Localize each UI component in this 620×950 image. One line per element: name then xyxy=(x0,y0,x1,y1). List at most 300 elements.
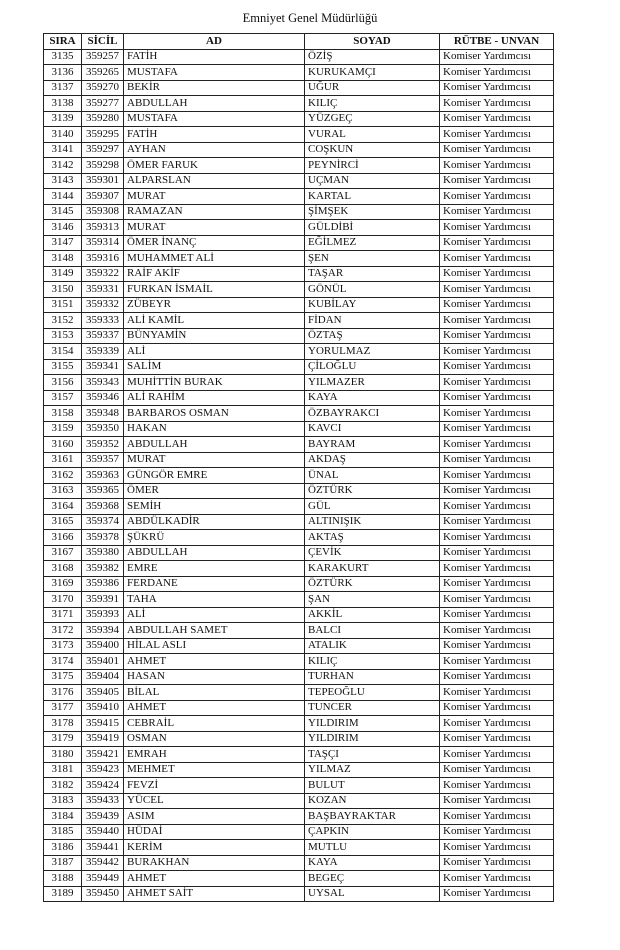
cell-rutbe-unvan: Komiser Yardımcısı xyxy=(440,189,554,205)
cell-ad: BARBAROS OSMAN xyxy=(124,406,305,422)
cell-soyad: ŞİMŞEK xyxy=(305,204,440,220)
cell-rutbe-unvan: Komiser Yardımcısı xyxy=(440,561,554,577)
cell-sira: 3178 xyxy=(44,716,82,732)
table-row xyxy=(44,731,554,747)
table-row xyxy=(44,158,554,174)
table-row xyxy=(44,669,554,685)
cell-sicil: 359314 xyxy=(82,235,124,251)
cell-soyad: COŞKUN xyxy=(305,142,440,158)
cell-sira: 3153 xyxy=(44,328,82,344)
cell-soyad: TAŞAR xyxy=(305,266,440,282)
cell-sira: 3185 xyxy=(44,824,82,840)
cell-rutbe-unvan: Komiser Yardımcısı xyxy=(440,762,554,778)
table-row xyxy=(44,235,554,251)
cell-ad: MUHAMMET ALİ xyxy=(124,251,305,267)
cell-rutbe-unvan: Komiser Yardımcısı xyxy=(440,809,554,825)
table-row xyxy=(44,499,554,515)
cell-soyad: ALTINIŞIK xyxy=(305,514,440,530)
cell-soyad: ÖZTÜRK xyxy=(305,483,440,499)
cell-sicil: 359391 xyxy=(82,592,124,608)
cell-sicil: 359450 xyxy=(82,886,124,902)
cell-ad: OSMAN xyxy=(124,731,305,747)
cell-sira: 3174 xyxy=(44,654,82,670)
table-row xyxy=(44,468,554,484)
cell-sicil: 359277 xyxy=(82,96,124,112)
table-row xyxy=(44,607,554,623)
table-row xyxy=(44,189,554,205)
cell-sicil: 359346 xyxy=(82,390,124,406)
table-row xyxy=(44,824,554,840)
cell-soyad: YILDIRIM xyxy=(305,731,440,747)
table-row xyxy=(44,793,554,809)
cell-sira: 3149 xyxy=(44,266,82,282)
cell-rutbe-unvan: Komiser Yardımcısı xyxy=(440,592,554,608)
cell-ad: HÜDAİ xyxy=(124,824,305,840)
cell-ad: EMRAH xyxy=(124,747,305,763)
cell-sicil: 359301 xyxy=(82,173,124,189)
cell-rutbe-unvan: Komiser Yardımcısı xyxy=(440,840,554,856)
cell-soyad: ÖZBAYRAKCI xyxy=(305,406,440,422)
cell-sira: 3170 xyxy=(44,592,82,608)
cell-rutbe-unvan: Komiser Yardımcısı xyxy=(440,344,554,360)
cell-ad: ÖMER FARUK xyxy=(124,158,305,174)
page-title: Emniyet Genel Müdürlüğü xyxy=(242,11,378,25)
cell-rutbe-unvan: Komiser Yardımcısı xyxy=(440,390,554,406)
column-header-ad: AD xyxy=(124,34,305,50)
cell-sicil: 359401 xyxy=(82,654,124,670)
cell-rutbe-unvan: Komiser Yardımcısı xyxy=(440,96,554,112)
cell-sicil: 359382 xyxy=(82,561,124,577)
table-row xyxy=(44,886,554,902)
cell-rutbe-unvan: Komiser Yardımcısı xyxy=(440,731,554,747)
cell-soyad: BAYRAM xyxy=(305,437,440,453)
table-row xyxy=(44,96,554,112)
cell-sira: 3189 xyxy=(44,886,82,902)
cell-sicil: 359423 xyxy=(82,762,124,778)
cell-soyad: TUNCER xyxy=(305,700,440,716)
table-row xyxy=(44,514,554,530)
cell-sicil: 359295 xyxy=(82,127,124,143)
cell-rutbe-unvan: Komiser Yardımcısı xyxy=(440,49,554,65)
table-row xyxy=(44,328,554,344)
cell-rutbe-unvan: Komiser Yardımcısı xyxy=(440,111,554,127)
cell-sicil: 359357 xyxy=(82,452,124,468)
table-row xyxy=(44,483,554,499)
cell-ad: HASAN xyxy=(124,669,305,685)
table-row xyxy=(44,747,554,763)
cell-sicil: 359298 xyxy=(82,158,124,174)
cell-sicil: 359257 xyxy=(82,49,124,65)
cell-soyad: YORULMAZ xyxy=(305,344,440,360)
cell-rutbe-unvan: Komiser Yardımcısı xyxy=(440,530,554,546)
cell-sira: 3142 xyxy=(44,158,82,174)
cell-rutbe-unvan: Komiser Yardımcısı xyxy=(440,871,554,887)
table-row xyxy=(44,840,554,856)
cell-rutbe-unvan: Komiser Yardımcısı xyxy=(440,514,554,530)
cell-sira: 3173 xyxy=(44,638,82,654)
cell-soyad: ÇİLOĞLU xyxy=(305,359,440,375)
column-header-sira: SIRA xyxy=(44,34,82,50)
cell-sicil: 359410 xyxy=(82,700,124,716)
table-row xyxy=(44,871,554,887)
cell-ad: AHMET SAİT xyxy=(124,886,305,902)
cell-soyad: GÜLDİBİ xyxy=(305,220,440,236)
cell-rutbe-unvan: Komiser Yardımcısı xyxy=(440,824,554,840)
cell-ad: ABDULLAH xyxy=(124,545,305,561)
cell-sicil: 359297 xyxy=(82,142,124,158)
cell-soyad: AKTAŞ xyxy=(305,530,440,546)
cell-rutbe-unvan: Komiser Yardımcısı xyxy=(440,545,554,561)
table-row xyxy=(44,530,554,546)
cell-rutbe-unvan: Komiser Yardımcısı xyxy=(440,855,554,871)
cell-soyad: FİDAN xyxy=(305,313,440,329)
cell-soyad: ÖZİŞ xyxy=(305,49,440,65)
cell-sira: 3146 xyxy=(44,220,82,236)
cell-sicil: 359343 xyxy=(82,375,124,391)
cell-sicil: 359265 xyxy=(82,65,124,81)
cell-sicil: 359404 xyxy=(82,669,124,685)
cell-soyad: TEPEOĞLU xyxy=(305,685,440,701)
cell-rutbe-unvan: Komiser Yardımcısı xyxy=(440,297,554,313)
cell-ad: HAKAN xyxy=(124,421,305,437)
cell-soyad: TURHAN xyxy=(305,669,440,685)
cell-ad: RAİF AKİF xyxy=(124,266,305,282)
cell-rutbe-unvan: Komiser Yardımcısı xyxy=(440,421,554,437)
table-row xyxy=(44,80,554,96)
table-row xyxy=(44,654,554,670)
cell-ad: MURAT xyxy=(124,220,305,236)
cell-sira: 3179 xyxy=(44,731,82,747)
cell-ad: YÜCEL xyxy=(124,793,305,809)
cell-sira: 3147 xyxy=(44,235,82,251)
cell-rutbe-unvan: Komiser Yardımcısı xyxy=(440,638,554,654)
table-row xyxy=(44,638,554,654)
table-row xyxy=(44,204,554,220)
cell-ad: MEHMET xyxy=(124,762,305,778)
cell-sira: 3184 xyxy=(44,809,82,825)
cell-rutbe-unvan: Komiser Yardımcısı xyxy=(440,576,554,592)
cell-sicil: 359332 xyxy=(82,297,124,313)
cell-sicil: 359424 xyxy=(82,778,124,794)
cell-sicil: 359380 xyxy=(82,545,124,561)
table-row xyxy=(44,375,554,391)
table-row xyxy=(44,266,554,282)
table-row xyxy=(44,127,554,143)
cell-rutbe-unvan: Komiser Yardımcısı xyxy=(440,747,554,763)
cell-sira: 3186 xyxy=(44,840,82,856)
cell-rutbe-unvan: Komiser Yardımcısı xyxy=(440,468,554,484)
cell-ad: AHMET xyxy=(124,871,305,887)
cell-ad: ZÜBEYR xyxy=(124,297,305,313)
cell-rutbe-unvan: Komiser Yardımcısı xyxy=(440,499,554,515)
table-row xyxy=(44,778,554,794)
cell-sicil: 359313 xyxy=(82,220,124,236)
personnel-table xyxy=(43,33,554,902)
cell-rutbe-unvan: Komiser Yardımcısı xyxy=(440,623,554,639)
cell-soyad: BAŞBAYRAKTAR xyxy=(305,809,440,825)
cell-rutbe-unvan: Komiser Yardımcısı xyxy=(440,127,554,143)
cell-rutbe-unvan: Komiser Yardımcısı xyxy=(440,700,554,716)
cell-soyad: KUBİLAY xyxy=(305,297,440,313)
cell-sira: 3181 xyxy=(44,762,82,778)
cell-rutbe-unvan: Komiser Yardımcısı xyxy=(440,778,554,794)
column-header-sicil: SİCİL xyxy=(82,34,124,50)
cell-soyad: YILMAZER xyxy=(305,375,440,391)
cell-ad: ABDULLAH xyxy=(124,96,305,112)
cell-sicil: 359363 xyxy=(82,468,124,484)
cell-ad: RAMAZAN xyxy=(124,204,305,220)
cell-sicil: 359440 xyxy=(82,824,124,840)
cell-soyad: KOZAN xyxy=(305,793,440,809)
cell-sira: 3155 xyxy=(44,359,82,375)
cell-ad: MURAT xyxy=(124,452,305,468)
cell-soyad: ATALIK xyxy=(305,638,440,654)
cell-ad: FURKAN İSMAİL xyxy=(124,282,305,298)
cell-rutbe-unvan: Komiser Yardımcısı xyxy=(440,437,554,453)
cell-soyad: ÜNAL xyxy=(305,468,440,484)
cell-sicil: 359449 xyxy=(82,871,124,887)
cell-sira: 3188 xyxy=(44,871,82,887)
cell-rutbe-unvan: Komiser Yardımcısı xyxy=(440,654,554,670)
cell-rutbe-unvan: Komiser Yardımcısı xyxy=(440,685,554,701)
cell-soyad: TAŞÇI xyxy=(305,747,440,763)
cell-ad: MUSTAFA xyxy=(124,65,305,81)
cell-sira: 3144 xyxy=(44,189,82,205)
cell-soyad: BULUT xyxy=(305,778,440,794)
cell-rutbe-unvan: Komiser Yardımcısı xyxy=(440,313,554,329)
cell-ad: FATİH xyxy=(124,49,305,65)
cell-sira: 3135 xyxy=(44,49,82,65)
cell-sicil: 359280 xyxy=(82,111,124,127)
cell-ad: ÖMER xyxy=(124,483,305,499)
cell-soyad: KAVCI xyxy=(305,421,440,437)
cell-rutbe-unvan: Komiser Yardımcısı xyxy=(440,406,554,422)
cell-ad: SALİM xyxy=(124,359,305,375)
cell-sira: 3140 xyxy=(44,127,82,143)
cell-sira: 3150 xyxy=(44,282,82,298)
cell-ad: FERDANE xyxy=(124,576,305,592)
cell-ad: ABDULLAH xyxy=(124,437,305,453)
cell-sicil: 359337 xyxy=(82,328,124,344)
table-row xyxy=(44,452,554,468)
cell-soyad: AKDAŞ xyxy=(305,452,440,468)
cell-sicil: 359368 xyxy=(82,499,124,515)
cell-sira: 3139 xyxy=(44,111,82,127)
cell-rutbe-unvan: Komiser Yardımcısı xyxy=(440,220,554,236)
cell-soyad: KAYA xyxy=(305,855,440,871)
cell-sira: 3169 xyxy=(44,576,82,592)
cell-soyad: PEYNİRCİ xyxy=(305,158,440,174)
cell-sicil: 359341 xyxy=(82,359,124,375)
cell-sira: 3154 xyxy=(44,344,82,360)
cell-sira: 3136 xyxy=(44,65,82,81)
cell-sicil: 359322 xyxy=(82,266,124,282)
cell-sira: 3157 xyxy=(44,390,82,406)
table-row xyxy=(44,685,554,701)
table-row xyxy=(44,282,554,298)
cell-soyad: YILDIRIM xyxy=(305,716,440,732)
cell-sira: 3162 xyxy=(44,468,82,484)
cell-ad: KERİM xyxy=(124,840,305,856)
cell-ad: BÜNYAMİN xyxy=(124,328,305,344)
cell-ad: ALİ KAMİL xyxy=(124,313,305,329)
cell-sicil: 359386 xyxy=(82,576,124,592)
table-header-row xyxy=(44,34,554,50)
table-row xyxy=(44,65,554,81)
cell-sicil: 359352 xyxy=(82,437,124,453)
cell-ad: AHMET xyxy=(124,654,305,670)
cell-rutbe-unvan: Komiser Yardımcısı xyxy=(440,173,554,189)
cell-sira: 3163 xyxy=(44,483,82,499)
cell-sira: 3137 xyxy=(44,80,82,96)
cell-ad: FATİH xyxy=(124,127,305,143)
cell-rutbe-unvan: Komiser Yardımcısı xyxy=(440,80,554,96)
cell-sicil: 359270 xyxy=(82,80,124,96)
cell-ad: ALPARSLAN xyxy=(124,173,305,189)
cell-sicil: 359333 xyxy=(82,313,124,329)
cell-sira: 3177 xyxy=(44,700,82,716)
cell-soyad: KARAKURT xyxy=(305,561,440,577)
table-row xyxy=(44,592,554,608)
cell-ad: AYHAN xyxy=(124,142,305,158)
cell-sira: 3158 xyxy=(44,406,82,422)
table-row xyxy=(44,111,554,127)
cell-ad: ASIM xyxy=(124,809,305,825)
cell-sicil: 359308 xyxy=(82,204,124,220)
cell-soyad: KARTAL xyxy=(305,189,440,205)
cell-ad: HİLAL ASLI xyxy=(124,638,305,654)
cell-ad: AHMET xyxy=(124,700,305,716)
cell-soyad: KAYA xyxy=(305,390,440,406)
table-row xyxy=(44,545,554,561)
cell-soyad: ÇAPKIN xyxy=(305,824,440,840)
table-row xyxy=(44,313,554,329)
table-row xyxy=(44,576,554,592)
cell-ad: BİLAL xyxy=(124,685,305,701)
cell-sicil: 359378 xyxy=(82,530,124,546)
cell-ad: ALİ RAHİM xyxy=(124,390,305,406)
cell-sicil: 359307 xyxy=(82,189,124,205)
cell-rutbe-unvan: Komiser Yardımcısı xyxy=(440,669,554,685)
cell-sira: 3145 xyxy=(44,204,82,220)
cell-soyad: MUTLU xyxy=(305,840,440,856)
cell-rutbe-unvan: Komiser Yardımcısı xyxy=(440,793,554,809)
cell-rutbe-unvan: Komiser Yardımcısı xyxy=(440,607,554,623)
cell-sicil: 359339 xyxy=(82,344,124,360)
cell-ad: EMRE xyxy=(124,561,305,577)
cell-rutbe-unvan: Komiser Yardımcısı xyxy=(440,716,554,732)
cell-ad: MURAT xyxy=(124,189,305,205)
cell-ad: ALİ xyxy=(124,607,305,623)
cell-rutbe-unvan: Komiser Yardımcısı xyxy=(440,235,554,251)
table-row xyxy=(44,359,554,375)
cell-soyad: UYSAL xyxy=(305,886,440,902)
table-row xyxy=(44,700,554,716)
table-row xyxy=(44,809,554,825)
cell-ad: MUSTAFA xyxy=(124,111,305,127)
cell-ad: ALİ xyxy=(124,344,305,360)
table-row xyxy=(44,623,554,639)
cell-soyad: YILMAZ xyxy=(305,762,440,778)
column-header-rutbe-unvan: RÜTBE - UNVAN xyxy=(440,34,554,50)
cell-ad: ŞÜKRÜ xyxy=(124,530,305,546)
cell-sicil: 359421 xyxy=(82,747,124,763)
cell-ad: ÖMER İNANÇ xyxy=(124,235,305,251)
cell-ad: GÜNGÖR EMRE xyxy=(124,468,305,484)
cell-soyad: ÇEVİK xyxy=(305,545,440,561)
cell-sira: 3164 xyxy=(44,499,82,515)
cell-ad: BURAKHAN xyxy=(124,855,305,871)
cell-sicil: 359365 xyxy=(82,483,124,499)
cell-sira: 3159 xyxy=(44,421,82,437)
cell-soyad: GÖNÜL xyxy=(305,282,440,298)
cell-ad: FEVZİ xyxy=(124,778,305,794)
table-row xyxy=(44,220,554,236)
cell-sicil: 359419 xyxy=(82,731,124,747)
cell-soyad: KILIÇ xyxy=(305,654,440,670)
cell-sira: 3182 xyxy=(44,778,82,794)
cell-rutbe-unvan: Komiser Yardımcısı xyxy=(440,266,554,282)
cell-sira: 3187 xyxy=(44,855,82,871)
cell-rutbe-unvan: Komiser Yardımcısı xyxy=(440,251,554,267)
cell-soyad: AKKİL xyxy=(305,607,440,623)
cell-soyad: VURAL xyxy=(305,127,440,143)
table-row xyxy=(44,390,554,406)
cell-sira: 3180 xyxy=(44,747,82,763)
cell-sicil: 359331 xyxy=(82,282,124,298)
cell-rutbe-unvan: Komiser Yardımcısı xyxy=(440,328,554,344)
cell-sira: 3166 xyxy=(44,530,82,546)
cell-sicil: 359415 xyxy=(82,716,124,732)
cell-ad: TAHA xyxy=(124,592,305,608)
cell-sira: 3171 xyxy=(44,607,82,623)
table-row xyxy=(44,142,554,158)
cell-sicil: 359350 xyxy=(82,421,124,437)
cell-sira: 3160 xyxy=(44,437,82,453)
cell-sicil: 359433 xyxy=(82,793,124,809)
cell-rutbe-unvan: Komiser Yardımcısı xyxy=(440,886,554,902)
cell-sira: 3152 xyxy=(44,313,82,329)
cell-sira: 3143 xyxy=(44,173,82,189)
table-row xyxy=(44,251,554,267)
cell-soyad: ŞAN xyxy=(305,592,440,608)
cell-rutbe-unvan: Komiser Yardımcısı xyxy=(440,282,554,298)
table-row xyxy=(44,437,554,453)
cell-rutbe-unvan: Komiser Yardımcısı xyxy=(440,65,554,81)
cell-sicil: 359405 xyxy=(82,685,124,701)
cell-soyad: ŞEN xyxy=(305,251,440,267)
table-row xyxy=(44,421,554,437)
table-row xyxy=(44,762,554,778)
cell-rutbe-unvan: Komiser Yardımcısı xyxy=(440,142,554,158)
cell-ad: ABDÜLKADİR xyxy=(124,514,305,530)
table-body xyxy=(44,49,554,902)
table-row xyxy=(44,173,554,189)
cell-soyad: KILIÇ xyxy=(305,96,440,112)
cell-sira: 3138 xyxy=(44,96,82,112)
cell-sira: 3165 xyxy=(44,514,82,530)
table-row xyxy=(44,344,554,360)
cell-soyad: UÇMAN xyxy=(305,173,440,189)
cell-soyad: EĞİLMEZ xyxy=(305,235,440,251)
table-row xyxy=(44,406,554,422)
cell-sicil: 359441 xyxy=(82,840,124,856)
cell-ad: BEKİR xyxy=(124,80,305,96)
cell-rutbe-unvan: Komiser Yardımcısı xyxy=(440,375,554,391)
cell-sicil: 359316 xyxy=(82,251,124,267)
column-header-soyad: SOYAD xyxy=(305,34,440,50)
cell-soyad: ÖZTAŞ xyxy=(305,328,440,344)
